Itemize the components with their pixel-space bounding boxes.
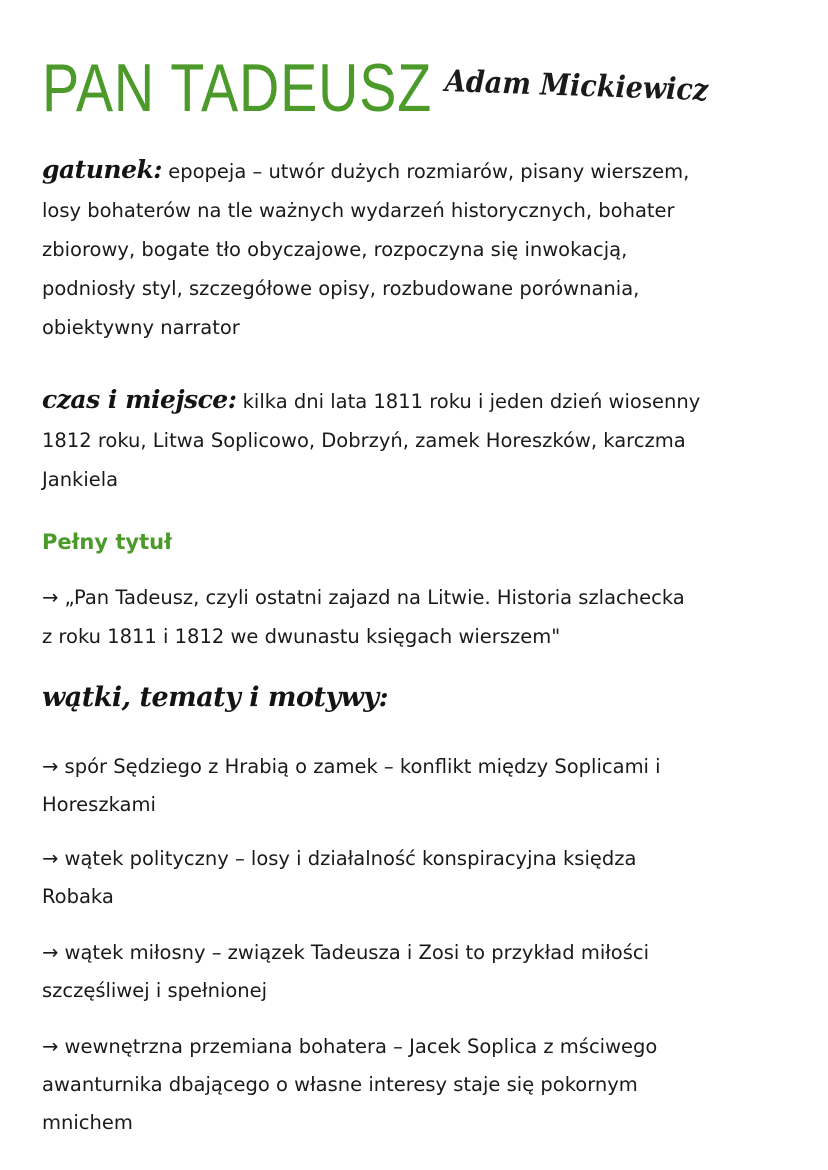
full-title-line: z roku 1811 i 1812 we dwunastu księgach wierszem" — [42, 625, 561, 648]
time-place-line — [42, 380, 787, 421]
time-place-text: kilka dni lata 1811 roku i jeden dzień wiosenny — [236, 390, 701, 413]
motifs-heading: wątki, tematy i motywy: — [42, 682, 389, 713]
list-item-line: → wątek miłosny – związek Tadeusza i Zosi to przykład miłości — [42, 941, 650, 964]
genre-text: epopeja – utwór dużych rozmiarów, pisany wierszem, — [162, 160, 690, 183]
author-name: Adam Mickiewicz — [444, 64, 709, 109]
genre-line: losy bohaterów na tle ważnych wydarzeń historycznych, bohater — [42, 199, 675, 222]
list-item-line: awanturnika dbającego o własne interesy staje się pokornym — [42, 1073, 638, 1096]
genre-line: podniosły styl, szczegółowe opisy, rozbudowane porównania, — [42, 277, 640, 300]
list-item-line: → wątek polityczny – losy i działalność konspiracyjna księdza — [42, 847, 637, 870]
list-item — [42, 934, 787, 1010]
list-item-line: → spór Sędziego z Hrabią o zamek – konflikt między Soplicami i — [42, 755, 661, 778]
genre-label: gatunek: — [42, 155, 163, 184]
full-title-section — [42, 578, 787, 656]
list-item-line: mnichem — [42, 1111, 133, 1134]
genre-line: obiektywny narrator — [42, 316, 240, 339]
list-item-line: Robaka — [42, 885, 114, 908]
list-item-line: szczęśliwej i spełnionej — [42, 979, 268, 1002]
list-item-line: Horeszkami — [42, 793, 156, 816]
time-place-label: czas i miejsce: — [42, 385, 237, 414]
page-title: PAN TADEUSZ — [42, 50, 433, 126]
list-item — [42, 840, 787, 916]
list-item — [42, 1028, 787, 1142]
time-place-line: Jankiela — [42, 468, 119, 491]
time-place-line: 1812 roku, Litwa Soplicowo, Dobrzyń, zamek Horeszków, karczma — [42, 429, 686, 452]
full-title-heading: Pełny tytuł — [42, 530, 172, 554]
list-item — [42, 748, 787, 824]
time-place-section — [42, 380, 787, 499]
genre-section — [42, 150, 787, 347]
full-title-line: → „Pan Tadeusz, czyli ostatni zajazd na Litwie. Historia szlachecka — [42, 586, 685, 609]
genre-line: zbiorowy, bogate tło obyczajowe, rozpoczyna się inwokacją, — [42, 238, 628, 261]
list-item-line: → wewnętrzna przemiana bohatera – Jacek Soplica z mściwego — [42, 1035, 658, 1058]
header — [42, 48, 802, 128]
genre-line — [42, 150, 787, 191]
